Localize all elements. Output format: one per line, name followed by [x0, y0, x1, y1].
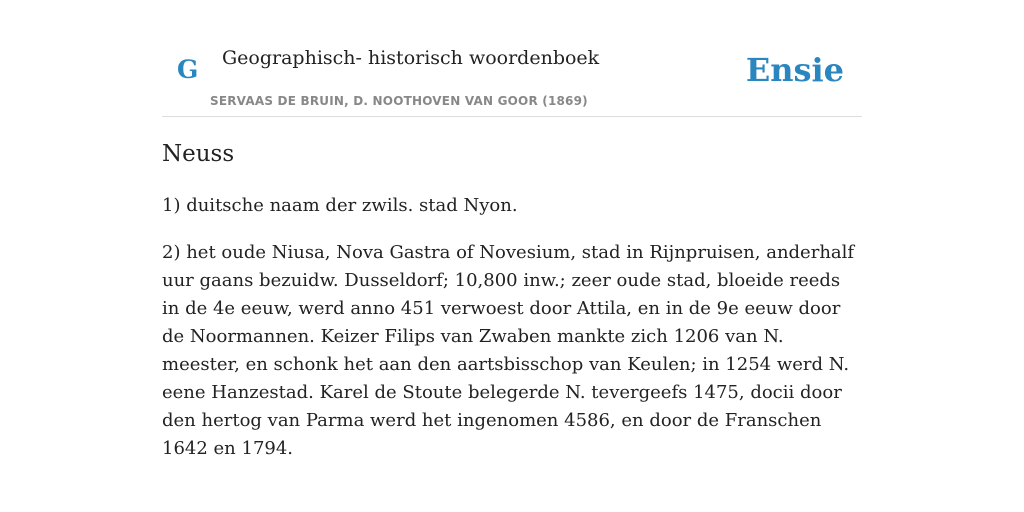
- entry-title: Neuss: [162, 141, 235, 167]
- ensie-logo-link[interactable]: Ensie: [745, 51, 844, 89]
- entry-content: [162, 136, 862, 463]
- book-author: SERVAAS DE BRUIN, D. NOOTHOVEN VAN GOOR (1869): [210, 94, 588, 108]
- entry-paragraph-1: 1) duitsche naam der zwils. stad Nyon.: [162, 195, 518, 216]
- entry-paragraph-2: 2) het oude Niusa, Nova Gastra of Novesium, stad in Rijnpruisen, anderhalf uur gaans bezuidw. Dusseldorf; 10,800 inw.; zeer oude stad, bloeide reeds in de 4e eeuw, werd anno 451 verwoest door Attila, en in de 9e eeuw door de Noormannen. Keizer Filips van Zwaben mankte zich 1206 van N. meester, en schonk het aan den aartsbisschop van Keulen; in 1254 werd N. eene Hanzestad. Karel de Stoute belegerde N. tevergeefs 1475, docii door den hertog van Parma werd het ingenomen 4586, en door de Franschen 1642 en 1794.: [162, 242, 855, 459]
- book-header: [162, 0, 862, 117]
- book-logo-letter[interactable]: G: [177, 55, 199, 84]
- book-title-link[interactable]: Geographisch- historisch woordenboek: [222, 47, 600, 69]
